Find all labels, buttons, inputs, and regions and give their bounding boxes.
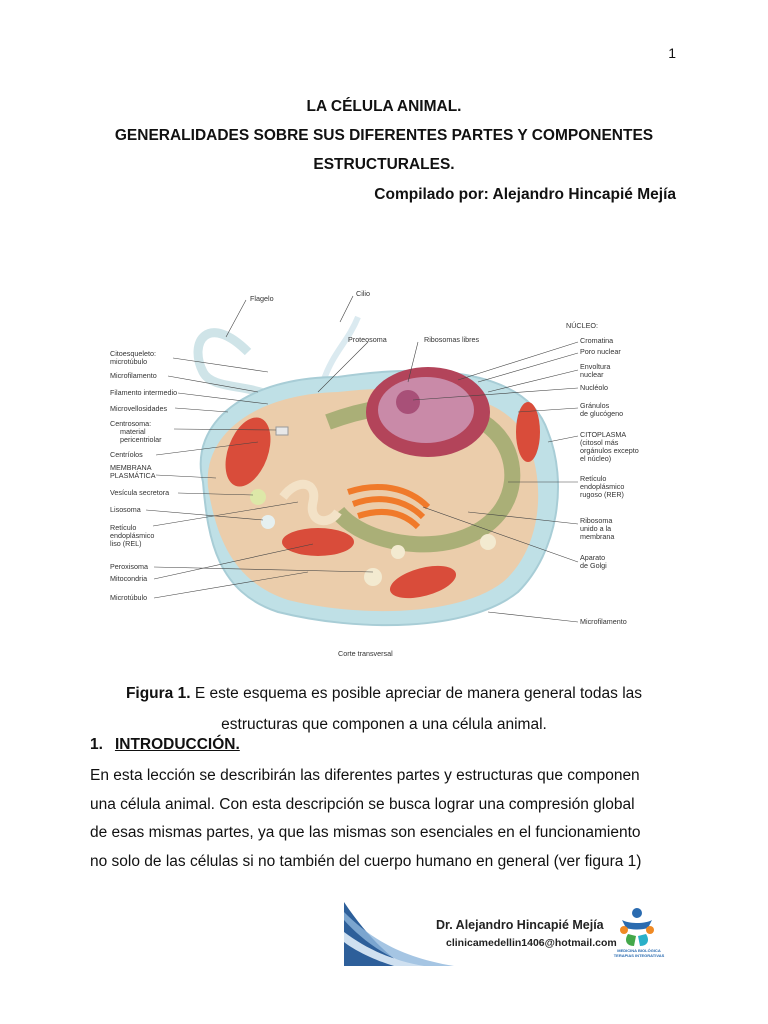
label-ribosoma-unido-2: unido a la (580, 524, 612, 533)
caption-line-2: estructuras que componen a una célula animal. (221, 716, 547, 733)
label-granulos: Gránulos (580, 401, 610, 410)
label-microtubulo-2: Microtúbulo (110, 593, 148, 602)
label-nuclear: nuclear (580, 370, 604, 379)
label-glucogeno: de glucógeno (580, 409, 624, 418)
label-reticulo-rugoso-2: endoplásmico (580, 482, 625, 491)
paragraph-line: una célula animal. Con esta descripción se busca lograr una compresión global (90, 795, 635, 813)
label-membrana: MEMBRANA (110, 463, 152, 472)
label-flagelo: Flagelo (250, 294, 274, 303)
label-reticulo-rugoso-3: rugoso (RER) (580, 490, 624, 499)
footer-wave-graphic (344, 902, 464, 966)
label-cromatina: Cromatina (580, 336, 614, 345)
label-reticulo-rugoso-1: Retículo (580, 474, 607, 483)
paragraph-line: de esas mismas partes, ya que las mismas son esenciales en el funcionamiento (90, 824, 641, 841)
label-cilio: Cilio (356, 289, 370, 298)
label-proteosoma: Proteosoma (348, 335, 387, 344)
label-microvellosidades: Microvellosidades (110, 404, 168, 413)
section-heading (90, 736, 240, 754)
label-plasmatica: PLASMÁTICA (110, 471, 156, 480)
label-mitocondria: Mitocondria (110, 574, 148, 583)
label-aparato: Aparato (580, 553, 606, 562)
label-citoplasma: CITOPLASMA (580, 430, 627, 439)
label-poro-nuclear: Poro nuclear (580, 347, 621, 356)
label-ribosoma-unido-1: Ribosoma (580, 516, 613, 525)
label-vesicula-secretora: Vesícula secretora (110, 488, 170, 497)
caption-line-1 (0, 678, 768, 709)
vesicle-shape (250, 489, 266, 505)
vesicle-3-shape (480, 534, 496, 550)
medicina-biologica-logo-icon (614, 906, 660, 948)
label-ribosoma-unido-3: membrana (580, 532, 615, 541)
label-filamento-intermedio: Filamento intermedio (110, 388, 178, 397)
document-title (0, 92, 768, 179)
label-envoltura: Envoltura (580, 362, 611, 371)
centriole-shape (276, 427, 288, 435)
intro-paragraph (90, 762, 690, 876)
footer-banner (344, 902, 674, 966)
caption-text-1: E este esquema es posible apreciar de manera general todas las (190, 685, 643, 702)
cell-illustration (108, 282, 660, 664)
lysosome-shape (261, 515, 275, 529)
cilium-shape (323, 317, 358, 382)
label-centrosoma: Centrosoma: (110, 419, 152, 428)
label-pericentriolar: pericentriolar (120, 435, 162, 444)
peroxisome-shape (364, 568, 382, 586)
label-corte-transversal: Corte transversal (338, 649, 393, 658)
page-number: 1 (668, 45, 676, 61)
label-material: material (120, 427, 146, 436)
compiled-by: Compilado por: Alejandro Hincapié Mejía (374, 186, 676, 203)
paragraph-line: En esta lección se describirán las diferentes partes y estructuras que componen (90, 767, 640, 784)
animal-cell-figure (108, 282, 660, 664)
label-microtubulo-1: microtúbulo (110, 357, 148, 366)
label-lisosoma: Lisosoma (110, 505, 141, 514)
label-reticulo-liso-1: Retículo (110, 523, 137, 532)
nucleolus-shape (396, 390, 420, 414)
nucleoplasm-shape (378, 377, 474, 443)
logo-text (604, 948, 674, 958)
label-nucleo: NÚCLEO: (566, 321, 598, 330)
mitochondrion-3-shape (282, 528, 354, 556)
label-golgi: de Golgi (580, 561, 607, 570)
figure-caption (0, 678, 768, 740)
label-centriolos: Centríolos (110, 450, 143, 459)
label-microfilamento-left: Microfilamento (110, 371, 157, 380)
footer-email: clinicamedellin1406@hotmail.com (446, 937, 617, 949)
label-el-nucleo: el núcleo) (580, 454, 612, 463)
label-microfilamento-right: Microfilamento (580, 617, 627, 626)
logo-line-2: TERAPIAS INTEGRATIVAS (613, 953, 665, 958)
label-peroxisoma: Peroxisoma (110, 562, 148, 571)
caption-bold: Figura 1. (125, 685, 191, 702)
title-line-2: GENERALIDADES SOBRE SUS DIFERENTES PARTES Y COMPONENTES (114, 127, 654, 144)
label-ribosomas-libres: Ribosomas libres (424, 335, 480, 344)
footer-doctor-name: Dr. Alejandro Hincapié Mejía (436, 918, 604, 932)
label-organulos: orgánulos excepto (580, 446, 639, 455)
vesicle-2-shape (391, 545, 405, 559)
paragraph-line: no solo de las células si no también del cuerpo humano en general (ver figura 1) (90, 852, 642, 870)
label-nucleolo: Nucléolo (580, 383, 608, 392)
section-title: INTRODUCCIÓN. (114, 736, 240, 753)
title-line-3: ESTRUCTURALES. (313, 156, 455, 173)
label-reticulo-liso-2: endoplásmico (110, 531, 155, 540)
section-number: 1. (90, 736, 103, 753)
label-citosol: (citosol más (580, 438, 619, 447)
logo-line-1: MEDICINA BIOLÓGICA (617, 948, 661, 953)
label-reticulo-liso-3: liso (REL) (110, 539, 142, 548)
label-citoesqueleto: Citoesqueleto: (110, 349, 156, 358)
title-line-1: LA CÉLULA ANIMAL. (306, 98, 462, 115)
